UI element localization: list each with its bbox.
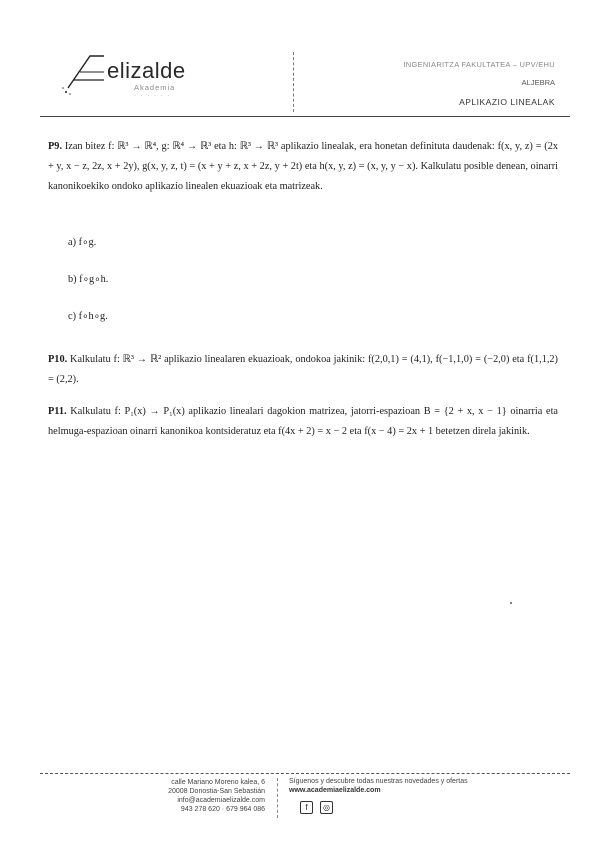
subject-label: ALJEBRA bbox=[521, 78, 555, 87]
problem-item-c: c) f∘h∘g. bbox=[68, 311, 108, 322]
problem-text: Kalkulatu f: ℝ³ → ℝ² aplikazio linealaren ekuazioak, ondokoa jakinik: f(2,0,1) = (4,1), f(−1,1,0) = (−2,0) eta f(1,1,2) = (2,2). bbox=[48, 354, 558, 385]
problem-number: P11. bbox=[48, 406, 67, 417]
academy-logo bbox=[60, 48, 210, 108]
header-rule bbox=[40, 116, 570, 117]
problem-number: P9. bbox=[48, 141, 63, 152]
footer-divider bbox=[277, 778, 278, 818]
problem-item-b: b) f∘g∘h. bbox=[68, 274, 109, 285]
problem-item-a: a) f∘g. bbox=[68, 237, 97, 248]
problem-text: Kalkulatu f: P₁(x) → P₁(x) aplikazio linealari dagokion matrizea, jatorri-espazioan B = {2 + x, x − 1} oinarria eta helmuga-espazioan oinarri kanonikoa kontsideratuz eta f(4x + 2) = x − 2 eta f(x − 4) = 2x + 1 betetzen direla jakinik. bbox=[48, 406, 558, 437]
header-divider bbox=[293, 52, 294, 112]
footer-email[interactable]: info@academiaelizalde.com bbox=[177, 797, 265, 804]
topic-label: APLIKAZIO LINEALAK bbox=[459, 97, 555, 107]
problem-p9 bbox=[48, 137, 558, 197]
problem-p10 bbox=[48, 350, 558, 390]
social-icons bbox=[300, 797, 336, 812]
problem-p11 bbox=[48, 402, 558, 442]
brand-subtitle: Akademia bbox=[134, 83, 176, 92]
instagram-icon[interactable]: ◎ bbox=[320, 801, 333, 814]
footer-website-link[interactable]: www.academiaelizalde.com bbox=[289, 787, 381, 794]
footer-address-city: 20008 Donostia-San Sebastián bbox=[168, 788, 265, 795]
footer-rule bbox=[40, 773, 570, 774]
footer-address-street: calle Mariano Moreno kalea, 6 bbox=[171, 779, 265, 786]
footer-phone: 943 278 620 · 679 964 086 bbox=[180, 806, 265, 813]
logo-mark-icon bbox=[60, 48, 110, 96]
facebook-icon[interactable]: f bbox=[300, 801, 313, 814]
brand-tagline: · · · · · · bbox=[134, 93, 171, 99]
footer-follow-text: Síguenos y descubre todas nuestras novedades y ofertas bbox=[289, 778, 468, 785]
problem-text: Izan bitez f: ℝ³ → ℝ⁴, g: ℝ⁴ → ℝ³ eta h: ℝ³ → ℝ³ aplikazio linealak, era honetan definituta daudenak: f(x, y, z) = (2x + y, x − z, 2z, x + 2y), g(x, y, z, t) = (x + y + z, x + 2z, y + 2t) eta h(x, y, z) = (x, y, y − x). Kalkulatu posible denean, oinarri kanonikoekiko ondoko aplikazio linealen ekuazioak eta matrizeak. bbox=[48, 141, 558, 192]
scan-speck bbox=[510, 602, 512, 604]
brand-name: elizalde bbox=[107, 58, 186, 83]
problem-number: P10. bbox=[48, 354, 68, 365]
faculty-label: INGENIARITZA FAKULTATEA – UPV/EHU bbox=[403, 60, 555, 69]
